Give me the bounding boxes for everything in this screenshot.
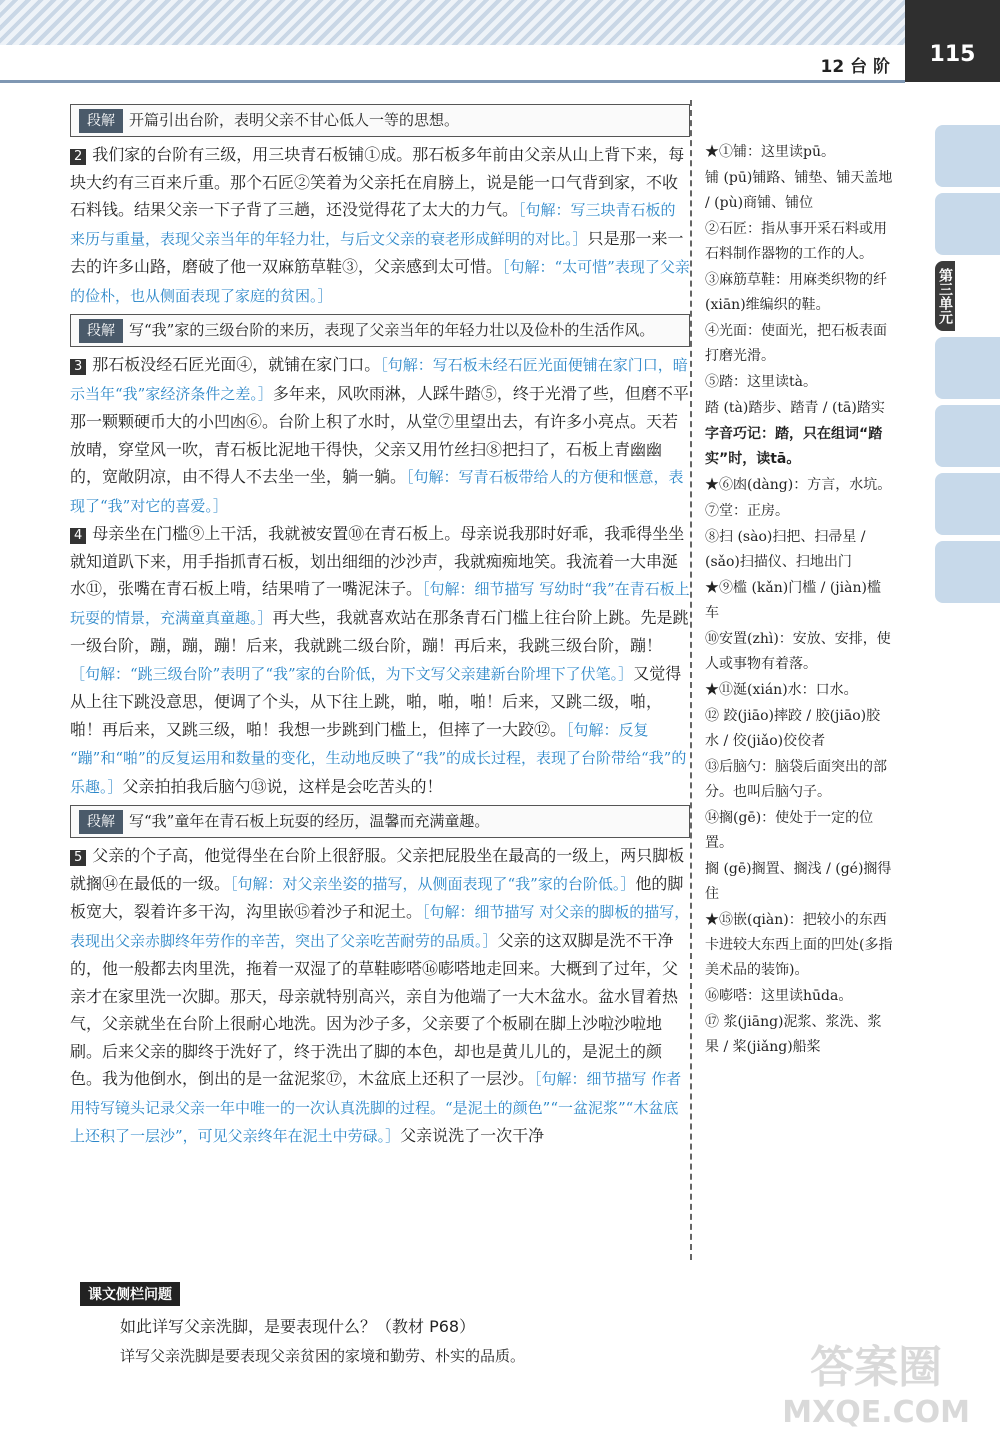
paragraph-text: 又觉得从上往下跳没意思，便调了个头，从下往上跳，啪，啪，啪！后来，又跳二级，啪，啪！再后来，又跳三级，啪！我想一步跳到门槛上，但摔了一大跤⑫。 <box>70 663 682 739</box>
vocab-entry: ④光面：使面光，把石板表面打磨光滑。 <box>705 323 887 364</box>
paragraph-text: 那石板没经石匠光面④，就铺在家门口。 <box>92 355 381 374</box>
sentence-note: ［句解：反复 “蹦”和“啪”的反复运用和数量的变化，生动地反映了“我”的成长过程，表现了台阶带给“我”的乐趣。］ <box>70 720 687 796</box>
analysis-tag: 段解 <box>79 109 123 133</box>
sentence-note: ［句解：写三块青石板的来历与重量，表现父亲当年的年轻力壮，与后文父亲的衰老形成鲜明的对比。］ <box>70 201 676 248</box>
vocab-entry: ★⑮嵌(qiàn)：把较小的东西卡进较大东西上面的凹处(多指美术品的装饰)。 <box>705 912 893 978</box>
paragraph-text: 父亲拍拍我后脑勺⑬说，这样是会吃苦头的！ <box>122 776 443 796</box>
unit-tab[interactable] <box>935 541 1000 603</box>
paragraph-analysis-box <box>70 805 690 838</box>
page-number: 115 <box>905 0 1000 82</box>
paragraph-text: 多年来，风吹雨淋，人踩牛踏⑤，终于光滑了些，但磨不平那一颗颗硬币大的小凹凼⑥。台阶上积了水时，从堂⑦里望出去，有许多小亮点。天若放晴，穿堂风一吹，青石板比泥地干得快，父亲又用竹丝扫⑧把扫了，石板上青幽幽的，宽敞阴凉，由不得人不去坐一坐，躺一躺。 <box>70 383 689 486</box>
qa-title: 课文侧栏问题 <box>80 1282 180 1306</box>
analysis-tag: 段解 <box>79 319 123 343</box>
analysis-tag: 段解 <box>79 810 123 834</box>
paragraph-3 <box>70 351 690 520</box>
watermark-line1: 答案圈 <box>810 1342 943 1393</box>
vocab-entry: ⑭搁(gē)：使处于一定的位置。 <box>705 810 874 851</box>
vocab-entry: 铺 (pū)铺路、铺垫、铺天盖地 / (pù)商铺、铺位 <box>705 170 893 211</box>
sentence-note: ［句解：细节描写 写幼时“我”在青石板上玩耍的情景，充满童真童趣。］ <box>70 580 690 627</box>
unit-tab[interactable] <box>935 193 1000 255</box>
header-rule <box>0 80 905 83</box>
sentence-note: ［句解：“太可惜”表现了父亲的俭朴，也从侧面表现了家庭的贫困。］ <box>70 258 690 305</box>
vocabulary-sidebar <box>705 140 893 1061</box>
unit-tab[interactable] <box>935 337 1000 399</box>
vocab-entry: ⑦堂：正房。 <box>705 503 789 519</box>
paragraph-number: 4 <box>70 528 86 544</box>
header-pattern <box>0 0 905 45</box>
paragraph-analysis-box <box>70 314 690 347</box>
vocab-tip: 字音巧记：踏，只在组词“踏实”时，读tā。 <box>705 426 883 467</box>
unit-tab[interactable] <box>935 125 1000 187</box>
analysis-text: 开篇引出台阶，表明父亲不甘心低人一等的思想。 <box>129 111 460 129</box>
chapter-title: 12 台 阶 <box>820 57 890 77</box>
paragraph-number: 2 <box>70 149 86 165</box>
paragraph-text: 父亲的个子高，他觉得坐在台阶上很舒服。父亲把屁股坐在最高的一级上，两只脚板就搁⑭在最低的一级。 <box>70 846 685 893</box>
vocab-entry: ⑩安置(zhì)：安放、安排，使人或事物有着落。 <box>705 631 891 672</box>
sentence-note: ［句解：写石板未经石匠光面便铺在家门口，暗示当年“我”家经济条件之差。］ <box>70 356 688 403</box>
unit-tab[interactable] <box>935 405 1000 467</box>
unit-tab-active[interactable]: 第三单元 <box>935 261 955 331</box>
vocab-entry: ⑧扫 (sào)扫把、扫帚星 / (sǎo)扫描仪、扫地出门 <box>705 529 866 570</box>
vocab-entry: 搁 (gē)搁置、搁浅 / (gé)搁得住 <box>705 861 892 902</box>
paragraph-text: 母亲坐在门槛⑨上干活，我就被安置⑩在青石板上。母亲说我那时好乖，我乖得坐坐就知道趴下来，用手指抓青石板，划出细细的沙沙声，我就痴痴地笑。我流着一大串涎水⑪，张嘴在青石板上啃，结果啃了一嘴泥沫子。 <box>70 524 685 598</box>
analysis-text: 写“我”童年在青石板上玩耍的经历，温馨而充满童趣。 <box>129 812 490 830</box>
sentence-note: ［句解：对父亲坐姿的描写，从侧面表现了“我”家的台阶低。］ <box>230 874 636 893</box>
vocab-entry: ★①铺：这里读pū。 <box>705 144 835 160</box>
vocab-entry: ⑫ 跤(jiāo)摔跤 / 胶(jiāo)胶水 / 佼(jiǎo)佼佼者 <box>705 708 881 749</box>
qa-question: 如此详写父亲洗脚，是要表现什么？（教材 P68） <box>120 1317 476 1336</box>
unit-tab[interactable] <box>935 473 1000 535</box>
vocab-entry: ⑯嘭嗒：这里读hūda。 <box>705 988 853 1004</box>
vocab-entry: ⑰ 浆(jiāng)泥浆、浆洗、浆果 / 桨(jiǎng)船桨 <box>705 1014 882 1055</box>
paragraph-text: 只是那一来一去的许多山路，磨破了他一双麻筋草鞋③，父亲感到太可惜。 <box>70 228 684 276</box>
vocab-entry: ★⑪涎(xián)水：口水。 <box>705 682 858 698</box>
paragraph-text: 父亲的这双脚是洗不干净的，他一般都去肉里洗，拖着一双湿了的草鞋嘭嗒⑯嘭嗒地走回来。大概到了过年，父亲才在家里洗一次脚。那天，母亲就特别高兴，亲自为他端了一大木盆水。盆水冒着热气，父亲就坐在台阶上很耐心地洗。因为沙子多，父亲要了个板刷在脚上沙啦沙啦地刷。后来父亲的脚终于洗好了，终于洗出了脚的本色，却也是黄儿儿的，是泥土的颜色。我为他倒水，倒出的是一盆泥浆⑰，木盆底上还积了一层沙。 <box>70 930 679 1088</box>
paragraph-4 <box>70 520 690 801</box>
vocab-entry: ②石匠：指从事开采石料或用石料制作器物的工作的人。 <box>705 221 887 262</box>
analysis-text: 写“我”家的三级台阶的来历，表现了父亲当年的年轻力壮以及俭朴的生活作风。 <box>129 321 655 339</box>
paragraph-2 <box>70 141 690 310</box>
sentence-note: ［句解：细节描写 作者用特写镜头记录父亲一年中唯一的一次认真洗脚的过程。“是泥土的颜色”“一盆泥浆”“木盆底上还积了一层沙”，可见父亲终年在泥土中劳碌。］ <box>70 1070 682 1145</box>
vocab-entry: ③麻筋草鞋：用麻类织物的纤(xiān)维编织的鞋。 <box>705 272 887 313</box>
watermark-line2: MXQE.COM <box>782 1395 970 1430</box>
paragraph-text: 我们家的台阶有三级，用三块青石板铺①成。那石板多年前由父亲从山上背下来，每块大约有三百来斤重。那个石匠②笑着为父亲托在肩膀上，说是能一口气背到家，不收石料钱。结果父亲一下子背了三趟，还没觉得花了太大的力气。 <box>70 145 685 219</box>
paragraph-text: 父亲说洗了一次干净 <box>400 1126 545 1145</box>
column-divider <box>690 100 692 1260</box>
vocab-entry: ★⑥凼(dàng)：方言，水坑。 <box>705 477 892 493</box>
main-text <box>70 100 690 1151</box>
paragraph-number: 3 <box>70 359 86 375</box>
unit-tabs <box>935 125 1000 609</box>
sentence-note: ［句解：细节描写 对父亲的脚板的描写，表现出父亲赤脚终年劳作的辛苦，突出了父亲吃苦耐劳的品质。］ <box>70 903 690 950</box>
vocab-entry: 踏 (tà)踏步、踏青 / (tā)踏实 <box>705 400 885 416</box>
sentence-note: ［句解：写青石板带给人的方便和惬意，表现了“我”对它的喜爱。］ <box>70 468 684 515</box>
paragraph-number: 5 <box>70 850 86 866</box>
qa-answer: 详写父亲洗脚是要表现父亲贫困的家境和勤劳、朴实的品质。 <box>120 1347 526 1365</box>
page-header <box>0 0 1000 82</box>
sentence-note: ［句解：“跳三级台阶”表明了“我”家的台阶低，为下文写父亲建新台阶埋下了伏笔。］ <box>70 664 634 683</box>
paragraph-5 <box>70 842 690 1151</box>
sidebar-question-section <box>80 1282 680 1366</box>
vocab-entry: ⑤踏：这里读tà。 <box>705 374 817 390</box>
paragraph-analysis-box <box>70 104 690 137</box>
vocab-entry: ★⑨槛 (kǎn)门槛 / (jiàn)槛车 <box>705 580 881 621</box>
vocab-entry: ⑬后脑勺：脑袋后面突出的部分。也叫后脑勺子。 <box>705 759 887 800</box>
paragraph-text: 再大些，我就喜欢站在那条青石门槛上往台阶上跳。先是跳一级台阶，蹦，蹦，蹦！后来，我就跳二级台阶，蹦！再后来，我跳三级台阶，蹦！ <box>70 607 689 655</box>
watermark <box>782 1331 970 1430</box>
paragraph-text: 他的脚板宽大，裂着许多干沟，沟里嵌⑮着沙子和泥土。 <box>70 873 684 921</box>
